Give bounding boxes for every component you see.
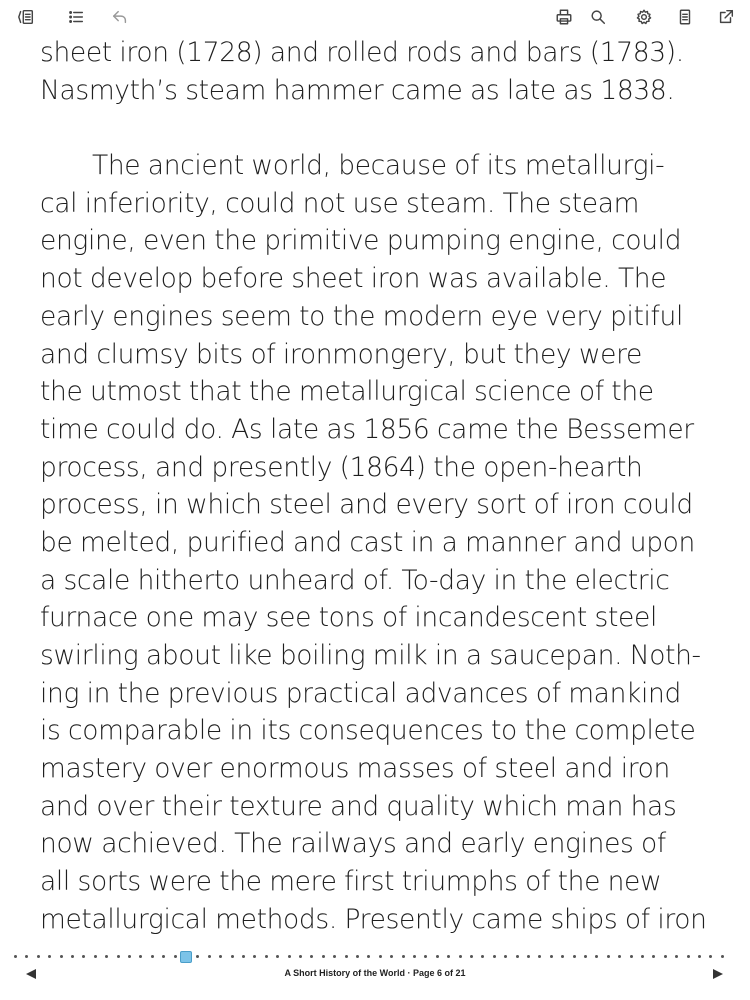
scrubber-dot: [595, 955, 598, 958]
text-line: is comparable in its consequences to the complete: [40, 715, 696, 747]
scrubber-dot: [698, 955, 701, 958]
text-line: and clumsy bits of ironmongery, but they were: [40, 338, 643, 370]
scrubber-dot: [128, 955, 131, 958]
text-line: cal inferiority, could not use steam. The steam: [40, 187, 640, 219]
scrubber-dot: [139, 955, 142, 958]
text-line: early engines seem to the modern eye very pitiful: [40, 300, 683, 332]
paragraph-gap: [40, 109, 710, 147]
text-line: a scale hitherto unheard of. To-day in the electric: [40, 564, 670, 596]
scrubber-dot: [162, 955, 165, 958]
text-line: the utmost that the metallurgical science of the: [40, 376, 654, 408]
scrubber-dot: [48, 955, 51, 958]
scrubber-dot: [367, 955, 370, 958]
scrubber-dot: [687, 955, 690, 958]
library-button[interactable]: [14, 6, 38, 28]
share-icon: [717, 8, 735, 26]
scrubber-dot: [618, 955, 621, 958]
scrubber-dot: [25, 955, 28, 958]
scrubber-dot: [174, 955, 177, 958]
text-line: ing in the previous practical advances of mankind: [40, 677, 681, 709]
library-icon: [17, 8, 35, 26]
scrubber-dot: [356, 955, 359, 958]
notes-button[interactable]: [673, 6, 697, 28]
scrubber-dot: [265, 955, 268, 958]
scrubber-dot: [447, 955, 450, 958]
scrubber-dot: [82, 955, 85, 958]
scrubber-dot: [94, 955, 97, 958]
scrubber-dot: [538, 955, 541, 958]
text-line: be melted, purified and cast in a manner and upon: [40, 526, 695, 558]
scrubber-dot: [390, 955, 393, 958]
scrubber-dot: [584, 955, 587, 958]
scrubber-dot: [14, 955, 17, 958]
triangle-right-icon: [711, 967, 725, 981]
back-button[interactable]: [108, 6, 132, 28]
scrubber-dot: [413, 955, 416, 958]
text-line: process, and presently (1864) the open-hearth: [40, 451, 643, 483]
book-page-title: A Short History of the World · Page 6 of 21: [284, 968, 466, 978]
scrubber-dot: [105, 955, 108, 958]
scrubber-dot: [37, 955, 40, 958]
text-line: time could do. As late as 1856 came the Bessemer: [40, 413, 694, 445]
scrubber-dot: [424, 955, 427, 958]
scrubber-dot: [379, 955, 382, 958]
text-line: not develop before sheet iron was available. The: [40, 263, 667, 295]
notes-icon: [676, 8, 694, 26]
text-line: engine, even the primitive pumping engine, could: [40, 225, 682, 257]
print-button[interactable]: [552, 6, 576, 28]
text-line: Nasmyth’s steam hammer came as late as 1838.: [40, 74, 675, 106]
scrubber-dot: [60, 955, 63, 958]
scrubber-dot: [675, 955, 678, 958]
scrubber-dot: [630, 955, 633, 958]
scrubber-dot: [493, 955, 496, 958]
scrubber-dot: [322, 955, 325, 958]
scrubber-dot: [151, 955, 154, 958]
next-page-button[interactable]: [711, 966, 725, 980]
scrubber-dot: [288, 955, 291, 958]
text-line: metallurgical methods. Presently came ships of iron: [40, 903, 707, 935]
scrubber-dot: [310, 955, 313, 958]
scrubber-dot: [470, 955, 473, 958]
scrubber-dot: [117, 955, 120, 958]
scrubber-dot: [208, 955, 211, 958]
share-button[interactable]: [714, 6, 738, 28]
scrubber-dot: [253, 955, 256, 958]
scrubber-dot: [333, 955, 336, 958]
settings-icon: [635, 8, 653, 26]
scrubber-dot: [664, 955, 667, 958]
scrubber-dot: [345, 955, 348, 958]
text-line: all sorts were the mere first triumphs of the new: [40, 866, 662, 898]
text-line: swirling about like boiling milk in a saucepan. Noth-: [40, 640, 701, 671]
text-line: The ancient world, because of its metallurgi-: [92, 150, 665, 182]
scrubber-dot: [721, 955, 724, 958]
scrubber-dot: [550, 955, 553, 958]
reader-footer: [0, 962, 750, 986]
text-line: furnace one may see tons of incandescent steel: [40, 602, 657, 634]
reader-toolbar: [0, 0, 750, 34]
scrubber-dot: [196, 955, 199, 958]
text-line: process, in which steel and every sort of iron could: [40, 489, 693, 521]
scrubber-dot: [652, 955, 655, 958]
scrubber-dot: [459, 955, 462, 958]
scrubber-dot: [436, 955, 439, 958]
table-of-contents-button[interactable]: [64, 6, 88, 28]
scrubber-dot: [231, 955, 234, 958]
scrubber-dot: [607, 955, 610, 958]
scrubber-dot: [561, 955, 564, 958]
scrubber-dot: [242, 955, 245, 958]
scrubber-dot: [641, 955, 644, 958]
scrubber-dot: [527, 955, 530, 958]
scrubber-dot: [573, 955, 576, 958]
text-line: now achieved. The railways and early engines of: [40, 828, 666, 860]
print-icon: [555, 8, 573, 26]
page-content: [40, 34, 710, 939]
back-icon: [111, 8, 129, 26]
scrubber-dot: [516, 955, 519, 958]
text-line: and over their texture and quality which man has: [40, 790, 677, 822]
settings-button[interactable]: [632, 6, 656, 28]
scrubber-dot: [709, 955, 712, 958]
scrubber-dot: [402, 955, 405, 958]
scrubber-dot: [481, 955, 484, 958]
text-line: mastery over enormous masses of steel and iron: [40, 753, 670, 785]
table-of-contents-icon: [67, 8, 85, 26]
scrubber-dot: [71, 955, 74, 958]
scrubber-dot: [276, 955, 279, 958]
scrubber-dot: [219, 955, 222, 958]
search-icon: [589, 8, 607, 26]
scrubber-dot: [504, 955, 507, 958]
text-line: sheet iron (1728) and rolled rods and bars (1783).: [40, 37, 684, 68]
search-button[interactable]: [586, 6, 610, 28]
scrubber-dot: [299, 955, 302, 958]
